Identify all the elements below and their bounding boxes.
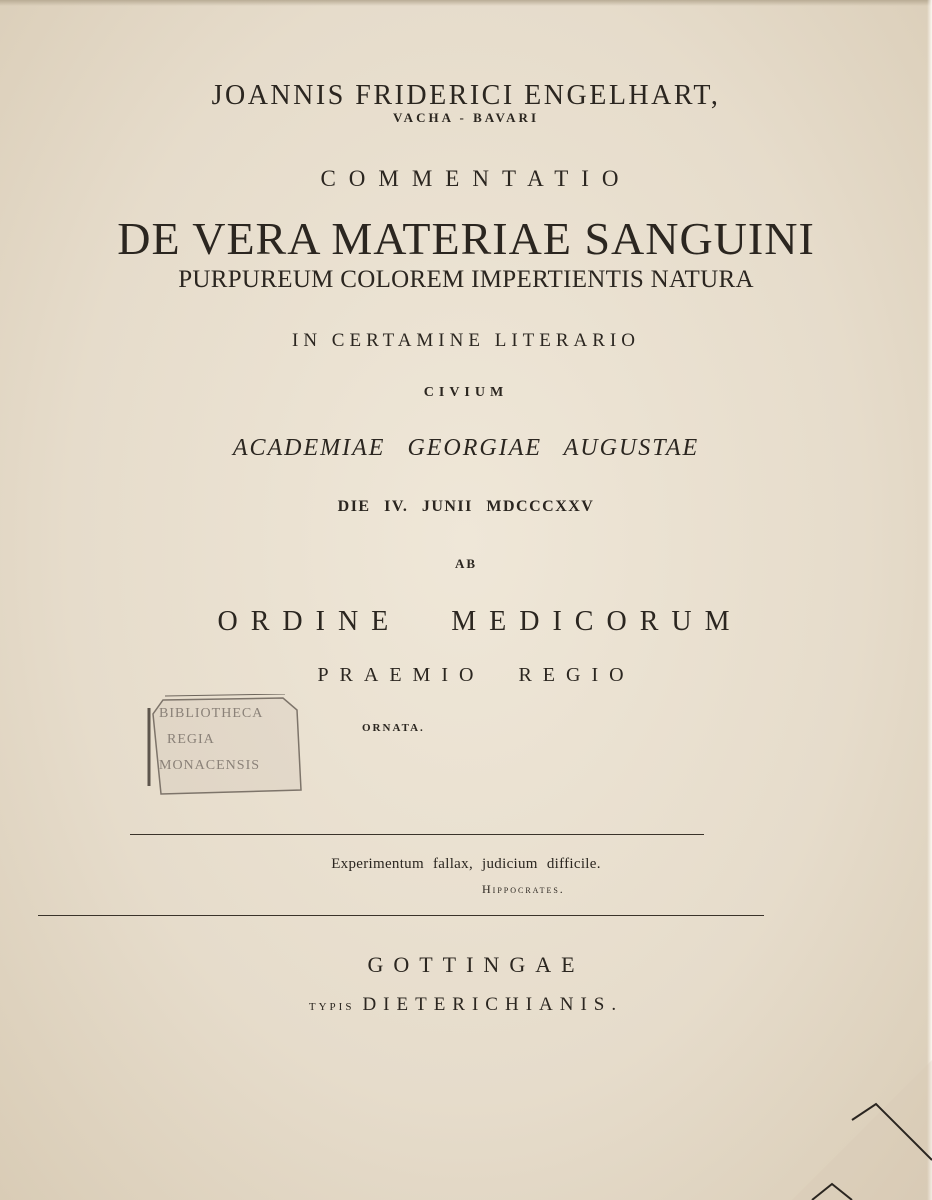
library-stamp [145,694,305,798]
prize-line: PRAEMIO REGIO [317,664,635,686]
civium-line: CIVIUM [423,385,509,400]
main-title: DE VERA MATERIAE SANGUINI [117,213,815,264]
genre-label: COMMENTATIO [320,166,632,191]
ab-line: AB [454,556,478,571]
author-origin: VACHA - BAVARI [392,110,540,125]
ornata-line: ORNATA. [362,722,425,734]
stamp-line-3: MONACENSIS [159,758,261,773]
date-line: DIE IV. JUNII MDCCCXXV [337,498,595,515]
motto-attribution: Hippocrates. [482,882,565,896]
divider-upper [130,834,704,835]
order-line: ORDINE MEDICORUM [217,606,743,637]
academy-name: ACADEMIAE GEORGIAE AUGUSTAE [232,435,700,461]
contest-line: IN CERTAMINE LITERARIO [292,330,640,351]
imprint-city: GOTTINGAE [367,952,585,977]
sub-title: PURPUREUM COLOREM IMPERTIENTIS NATURA [178,266,754,293]
stamp-line-2: REGIA [167,732,215,747]
motto: Experimentum fallax, judicium difficile. [331,856,601,872]
page-corner-tear-icon [792,1060,932,1200]
imprint-printer-line [0,994,932,1016]
divider-lower [38,915,764,916]
author-name: JOANNIS FRIDERICI ENGELHART, [211,80,721,111]
typis-label: TYPIS [308,1001,355,1013]
page-top-edge [0,0,932,6]
printer-name: DIETERICHIANIS. [362,994,624,1015]
stamp-line-1: BIBLIOTHECA [159,706,264,721]
